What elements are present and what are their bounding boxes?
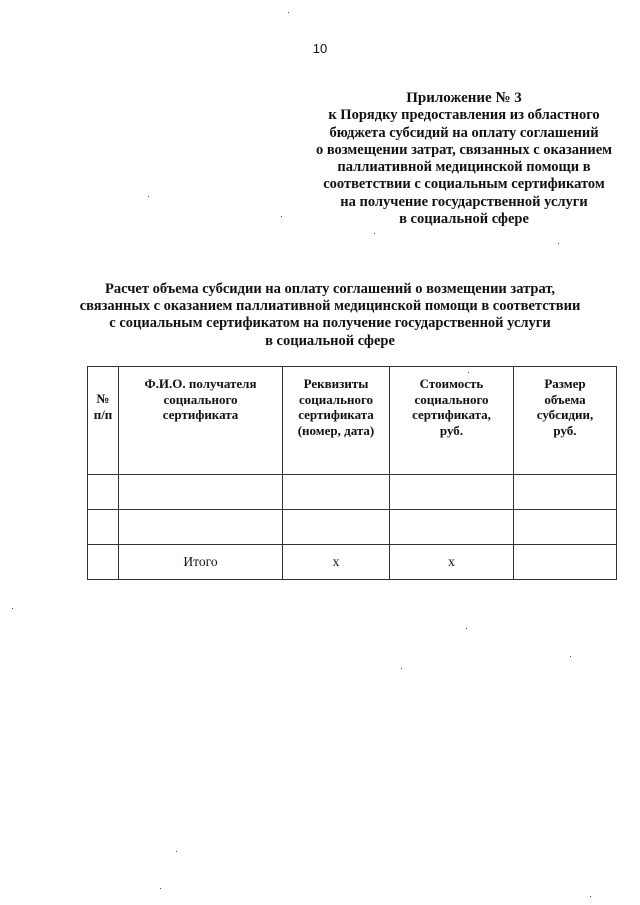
table-cell — [88, 510, 119, 545]
header-line: (номер, дата) — [297, 422, 375, 438]
header-certificate-details — [283, 367, 390, 475]
scan-speck — [466, 628, 467, 629]
table-cell — [88, 475, 119, 510]
scan-speck — [281, 216, 282, 217]
scan-speck — [12, 608, 13, 609]
header-line: п/п — [93, 406, 113, 422]
header-subsidy-amount — [514, 367, 617, 475]
table-cell — [283, 475, 390, 510]
document-title-line: Расчет объема субсидии на оплату соглашений о возмещении затрат, — [105, 281, 555, 297]
scan-speck — [160, 888, 161, 889]
header-line: сертификата — [162, 407, 239, 422]
document-title-line: с социальным сертификатом на получение государственной услуги — [109, 315, 551, 332]
table-cell — [390, 510, 514, 545]
document-title-line: в социальной сфере — [265, 332, 395, 349]
header-line: руб. — [439, 422, 464, 438]
total-cell: х — [283, 545, 390, 580]
appendix-line: на получение государственной услуги — [340, 193, 588, 210]
table-cell — [283, 510, 390, 545]
header-number — [88, 367, 119, 475]
table-cell — [514, 545, 617, 580]
total-cell: х — [390, 545, 514, 580]
scan-speck — [590, 896, 591, 897]
appendix-title: Приложение № 3 — [406, 90, 522, 106]
appendix-line: о возмещении затрат, связанных с оказанием — [315, 141, 613, 158]
header-line: Ф.И.О. получателя — [144, 376, 257, 391]
table-cell — [119, 510, 283, 545]
header-line: руб. — [553, 422, 577, 438]
appendix-line: к Порядку предоставления из областного — [328, 107, 600, 124]
table-cell — [119, 475, 283, 510]
header-line: № — [96, 391, 110, 406]
header-line: Размер — [544, 376, 586, 391]
header-line: сертификата — [298, 407, 374, 422]
header-line: социального — [414, 391, 489, 407]
table-cell — [88, 545, 119, 580]
scan-speck — [401, 668, 402, 669]
header-recipient-name — [119, 367, 283, 475]
table-cell — [514, 475, 617, 510]
table-header-row — [88, 367, 617, 475]
subsidy-calculation-table — [87, 366, 617, 580]
header-line: Реквизиты — [303, 376, 369, 391]
appendix-block — [298, 90, 630, 228]
header-line: сертификата, — [412, 407, 491, 422]
appendix-line: соответствии с социальным сертификатом — [323, 176, 605, 193]
table-row — [88, 475, 617, 510]
page-number: 10 — [312, 41, 328, 56]
scan-speck — [468, 372, 469, 373]
appendix-line: паллиативной медицинской помощи в — [337, 159, 591, 176]
scan-speck — [570, 656, 571, 657]
header-line: социального — [163, 391, 238, 407]
table-row — [88, 510, 617, 545]
scan-speck — [288, 12, 289, 13]
table-cell — [390, 475, 514, 510]
header-line: объема — [544, 391, 586, 407]
table-total-row — [88, 545, 617, 580]
header-line: социального — [298, 391, 374, 407]
appendix-line: в социальной сфере — [399, 211, 529, 228]
total-label: Итого — [119, 545, 283, 580]
header-line: Стоимость — [419, 376, 484, 391]
scan-speck — [176, 851, 177, 852]
scan-speck — [558, 243, 559, 244]
header-certificate-cost — [390, 367, 514, 475]
scan-speck — [374, 233, 375, 234]
document-title-line: связанных с оказанием паллиативной медицинской помощи в соответствии — [79, 298, 581, 315]
header-line: субсидии, — [536, 407, 594, 422]
appendix-line: бюджета субсидий на оплату соглашений — [329, 124, 599, 141]
table-cell — [514, 510, 617, 545]
scan-speck — [148, 196, 149, 197]
document-title — [60, 281, 600, 350]
